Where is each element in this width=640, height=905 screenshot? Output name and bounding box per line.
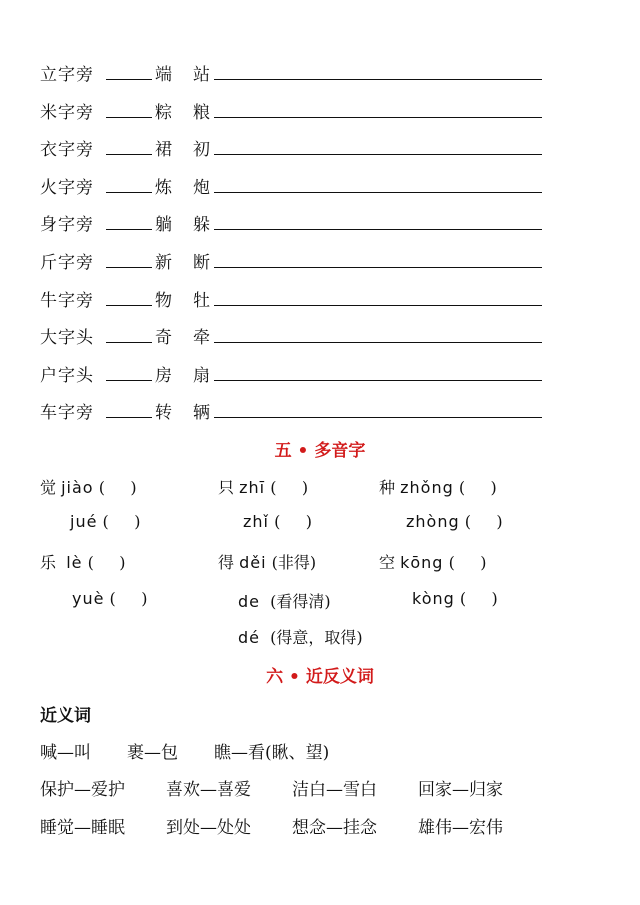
answer-blank-short[interactable] <box>106 323 152 343</box>
answer-blank-long[interactable] <box>214 173 542 193</box>
answer-blank-long[interactable] <box>214 398 542 418</box>
synonym-pair: 洁白—雪白 <box>292 780 377 800</box>
example-character: 新 <box>155 253 172 273</box>
polyphone-entry: kòng ( ) <box>412 589 498 608</box>
answer-blank-short[interactable] <box>106 248 152 268</box>
polyphone-entry: dé (得意，取得) <box>238 628 363 647</box>
example-character: 裙 <box>155 140 172 161</box>
example-character: 房 <box>155 365 172 386</box>
example-character: 炮 <box>193 177 210 198</box>
radical-name: 斤字旁 <box>40 253 94 273</box>
example-character: 辆 <box>193 403 210 424</box>
radical-name: 火字旁 <box>40 177 94 198</box>
example-character: 粽 <box>155 102 172 123</box>
radical-row <box>40 398 550 424</box>
radical-row <box>40 98 550 124</box>
radical-row <box>40 210 550 236</box>
answer-blank-short[interactable] <box>106 98 152 118</box>
polyphone-entry: 种 zhǒng ( ) <box>379 478 497 497</box>
answer-blank-short[interactable] <box>106 361 152 381</box>
example-character: 奇 <box>155 328 172 349</box>
radical-name: 身字旁 <box>40 215 94 236</box>
radical-name: 立字旁 <box>40 65 94 85</box>
synonym-pair: 到处—处处 <box>166 818 251 838</box>
polyphone-entry: 乐 lè ( ) <box>40 553 126 572</box>
answer-blank-short[interactable] <box>106 398 152 418</box>
answer-blank-long[interactable] <box>214 248 542 268</box>
section-title-polyphones: 五 • 多音字 <box>274 441 366 461</box>
answer-blank-short[interactable] <box>106 135 152 155</box>
synonym-pair: 喜欢—喜爱 <box>166 780 251 800</box>
radical-row <box>40 135 550 161</box>
answer-blank-long[interactable] <box>214 286 542 306</box>
radical-row <box>40 361 550 387</box>
example-character: 炼 <box>155 177 172 198</box>
section-title-synonyms: 六 • 近反义词 <box>266 667 374 687</box>
synonym-pair: 睡觉—睡眠 <box>40 818 125 838</box>
polyphone-entry: yuè ( ) <box>72 589 148 608</box>
answer-blank-long[interactable] <box>214 323 542 343</box>
example-character: 初 <box>193 140 210 161</box>
answer-blank-short[interactable] <box>106 173 152 193</box>
synonym-pair: 瞧—看(瞅、望) <box>214 743 330 763</box>
example-character: 躺 <box>155 215 172 236</box>
example-character: 站 <box>193 65 210 85</box>
example-character: 转 <box>155 403 172 424</box>
radical-name: 大字头 <box>40 328 94 349</box>
answer-blank-long[interactable] <box>214 210 542 230</box>
answer-blank-long[interactable] <box>214 60 542 80</box>
polyphone-entry: 只 zhī ( ) <box>218 478 309 497</box>
example-character: 端 <box>155 65 172 85</box>
radical-name: 衣字旁 <box>40 140 94 161</box>
synonyms-heading: 近义词 <box>40 706 91 726</box>
radical-name: 牛字旁 <box>40 290 94 311</box>
answer-blank-short[interactable] <box>106 60 152 80</box>
example-character: 物 <box>155 290 172 311</box>
radical-row <box>40 173 550 199</box>
answer-blank-long[interactable] <box>214 361 542 381</box>
synonym-pair: 雄伟—宏伟 <box>418 818 503 838</box>
radical-row <box>40 60 550 86</box>
example-character: 躲 <box>193 215 210 236</box>
synonym-pair: 回家—归家 <box>418 780 503 800</box>
synonym-pair: 想念—挂念 <box>292 818 377 838</box>
polyphone-entry: zhòng ( ) <box>406 512 503 531</box>
answer-blank-long[interactable] <box>214 135 542 155</box>
radical-name: 户字头 <box>40 365 94 386</box>
radical-row <box>40 248 550 274</box>
polyphone-entry: de (看得清) <box>238 592 331 611</box>
example-character: 牡 <box>193 290 210 311</box>
answer-blank-long[interactable] <box>214 98 542 118</box>
radical-row <box>40 323 550 349</box>
synonym-pair: 裹—包 <box>127 743 178 763</box>
polyphone-entry: 得 děi (非得) <box>218 553 317 572</box>
polyphone-entry: 空 kōng ( ) <box>379 553 487 572</box>
polyphone-entry: jué ( ) <box>70 512 141 531</box>
synonym-pair: 喊—叫 <box>40 743 91 763</box>
synonym-pair: 保护—爱护 <box>40 780 125 800</box>
radical-name: 米字旁 <box>40 102 94 123</box>
answer-blank-short[interactable] <box>106 286 152 306</box>
example-character: 粮 <box>193 102 210 123</box>
polyphone-entry: 觉 jiào ( ) <box>40 478 137 497</box>
example-character: 扇 <box>193 365 210 386</box>
radical-row <box>40 286 550 312</box>
radical-name: 车字旁 <box>40 403 94 424</box>
example-character: 断 <box>193 253 210 273</box>
answer-blank-short[interactable] <box>106 210 152 230</box>
example-character: 牵 <box>193 328 210 349</box>
polyphone-entry: zhǐ ( ) <box>243 512 312 531</box>
